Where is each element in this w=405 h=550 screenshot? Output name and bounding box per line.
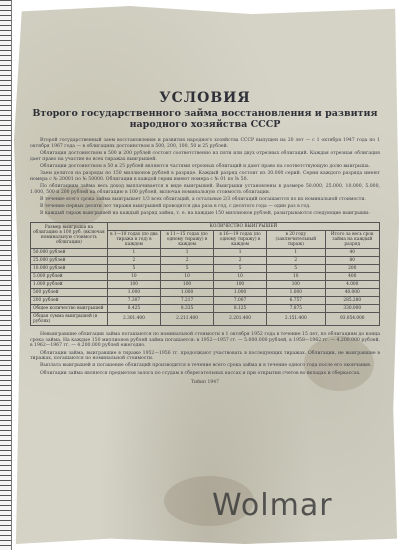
table-cell: 1: [161, 248, 214, 256]
table-body: [31, 248, 380, 304]
table-header-left: Размер выигрыша на облигацию в 100 руб. (включая номинальную стоимость облигации): [31, 222, 108, 248]
bottom-paragraphs: [30, 332, 380, 376]
table-cell: 8.335: [161, 304, 214, 312]
table-cell: 1: [267, 248, 325, 256]
table-cell: 200: [325, 264, 380, 272]
paragraph: Второй государственный заем восстановления и развития народного хозяйства СССР выпущен на 20 лет — с 1 октября 1947 года по 1 октября 1967 года — в облигациях достоинством в 500, 200, 100, 50 и 25 рублей.: [30, 138, 380, 149]
table-cell: 7.007: [214, 296, 267, 304]
table-cell: 8.425: [107, 304, 160, 312]
scale-ruler: [0, 0, 12, 550]
table-cell: 80: [325, 256, 380, 264]
table-cell: 93.054.000: [325, 312, 380, 325]
table-cell: 2: [214, 256, 267, 264]
table-cell: 100: [107, 280, 160, 288]
table-row: [31, 264, 380, 272]
table-cell: 100: [267, 280, 325, 288]
table-cell: 5: [214, 264, 267, 272]
paragraph: Заем делится на разряды по 150 миллионов рублей в разряде. Каждый разряд состоит из 30.000 серий. Серии каждого разряда имеют номера с № 20001 по № 50000. Облигации в каждой серии имеют номера с № 01 по № 50.: [30, 171, 380, 182]
table-row: [31, 296, 380, 304]
top-paragraphs: [30, 138, 380, 217]
conditions-text: [30, 90, 380, 385]
table-cell: 2: [161, 256, 214, 264]
table-cell: 1.000: [161, 288, 214, 296]
table-cell: 7.875: [267, 304, 325, 312]
table-column-header: в 16—19 годах (по одному тиражу) в каждом: [214, 230, 267, 248]
table-column-header: в 11—15 годах (по одному тиражу) в каждом: [161, 230, 214, 248]
table-row: [31, 272, 380, 280]
table-row: [31, 248, 380, 256]
table-cell: 2.211.400: [161, 312, 214, 325]
table-cell: 40.000: [325, 288, 380, 296]
table-cell: 7.307: [107, 296, 160, 304]
paragraph: Невыигравшие облигации займа погашаются по номинальной стоимости в 1 октября 1952 года в течение 15 лет, по облигациям до конца срока займа. На каждые 150 миллионов рублей займа погашается: в 1952—1957 гг. — 5.000.000 рублей, в 1958—1962 гг. — 4.200.000 рублей, в 1962—1967 гг. — 4.200.000 рублей ежегодно.: [30, 331, 380, 349]
paragraph: В каждый тираж выигрышей на каждый разряд займа, т. е. на каждые 150 миллионов рублей, разыгрываются следующие выигрыши:: [40, 211, 370, 217]
table-column-header: в 20 году (заключительный тираж): [267, 230, 325, 248]
prize-amount: 10.000 рублей: [31, 264, 108, 272]
table-cell: 10: [214, 272, 267, 280]
footer-note: Тийип 1947: [191, 380, 219, 386]
table-cell: 400: [325, 272, 380, 280]
table-header-row: [31, 222, 380, 230]
table-cell: 1.000: [107, 288, 160, 296]
table-cell: 6.757: [267, 296, 325, 304]
table-cell: 100: [161, 280, 214, 288]
table-total-row: [31, 312, 380, 325]
subtitle-line-2: народного хозяйства СССР: [129, 119, 281, 130]
table-column-header: Итого за весь срок займа на каждый разряд: [325, 230, 380, 248]
paragraph: Облигация достоинством в 500 и 200 рублей состоит соответственно из пяти или двух отрезных облигаций. Каждая отрезная облигация дает право на участие во всех тиражах выигрышей.: [30, 150, 380, 162]
table-row: [31, 256, 380, 264]
paragraph: Облигации достоинством в 50 и 25 рублей являются частями отрезных облигаций и дают право на соответствующую долю выигрыша.: [40, 163, 371, 169]
table-row: [31, 280, 380, 288]
prize-table: [30, 222, 380, 326]
page-title: УСЛОВИЯ: [159, 90, 251, 106]
paragraph: По облигациям займа весь доход выплачивается в виде выигрышей. Выигрыши установлены в размере 50.000, 25.000, 10.000, 5.000, 1.000, 500 и 200 рублей на облигацию в 100 рублей, включая номинальную стоимость облигации.: [30, 183, 380, 195]
table-cell: 1: [107, 248, 160, 256]
table-total-row: [31, 304, 380, 312]
table-header-group: КОЛИЧЕСТВО ВЫИГРЫШЕЙ: [107, 222, 379, 230]
table-cell: 40: [325, 248, 380, 256]
prize-amount: 25.000 рублей: [31, 256, 108, 264]
table-cell: 285.280: [325, 296, 380, 304]
prize-amount: 5.000 рублей: [31, 272, 108, 280]
watermark-text: Wolmar: [212, 488, 333, 523]
paragraph: Облигации займа, выигравшие в тираже 1952—1956 гг. продолжают участвовать в последующих тиражах. Облигации, не выигравшие в тиражах, погашаются по номинальной стоимости.: [30, 350, 380, 362]
table-cell: 10: [107, 272, 160, 280]
paragraph: В течение всего срока займа выигрывает 1/3 всех облигаций, а остальные 2/3 облигаций погашаются по их номинальной стоимости.: [40, 196, 366, 202]
table-cell: 7.217: [161, 296, 214, 304]
paragraph: Облигации займа являются предметом залога по ссудам в сберегательных кассах и при открытии счетов во вкладах и сберкассах.: [40, 370, 361, 376]
table-cell: 2: [107, 256, 160, 264]
table-cell: 5: [267, 264, 325, 272]
prize-amount: 200 рублей: [31, 296, 108, 304]
total-count-label: Общее количество выигрышей: [31, 304, 108, 312]
page-subtitle: [30, 108, 380, 130]
table-cell: 2.151.400: [267, 312, 325, 325]
table-cell: 5: [161, 264, 214, 272]
table-cell: 10: [161, 272, 214, 280]
total-sum-label: Общая сумма выигрышей (в рублях): [31, 312, 108, 325]
table-cell: 1.000: [267, 288, 325, 296]
prize-amount: 1.000 рублей: [31, 280, 108, 288]
table-cell: 1.000: [214, 288, 267, 296]
paragraph: В течение первых десяти лет тиражи выигрышей проводятся два раза в год, с десятого года — один раз в год.: [40, 204, 311, 210]
table-cell: 4.000: [325, 280, 380, 288]
table-row: [31, 288, 380, 296]
paragraph: Выплата выигрышей и погашение облигаций производится в течение всего срока займа и в течение одного года после его окончания.: [40, 363, 372, 369]
table-cell: 1: [214, 248, 267, 256]
table-cell: 10: [267, 272, 325, 280]
table-cell: 5: [107, 264, 160, 272]
subtitle-line-1: Второго государственного займа восстановления и развития: [32, 108, 378, 119]
table-cell: 330.000: [325, 304, 380, 312]
prize-amount: 50.000 рублей: [31, 248, 108, 256]
table-cell: 2.301.400: [107, 312, 160, 325]
table-cell: 100: [214, 280, 267, 288]
table-column-header: в 1—10 годах (по два тиража в год) в каждом: [107, 230, 160, 248]
prize-amount: 500 рублей: [31, 288, 108, 296]
table-cell: 2: [267, 256, 325, 264]
table-cell: 8.125: [214, 304, 267, 312]
table-cell: 2.201.400: [214, 312, 267, 325]
